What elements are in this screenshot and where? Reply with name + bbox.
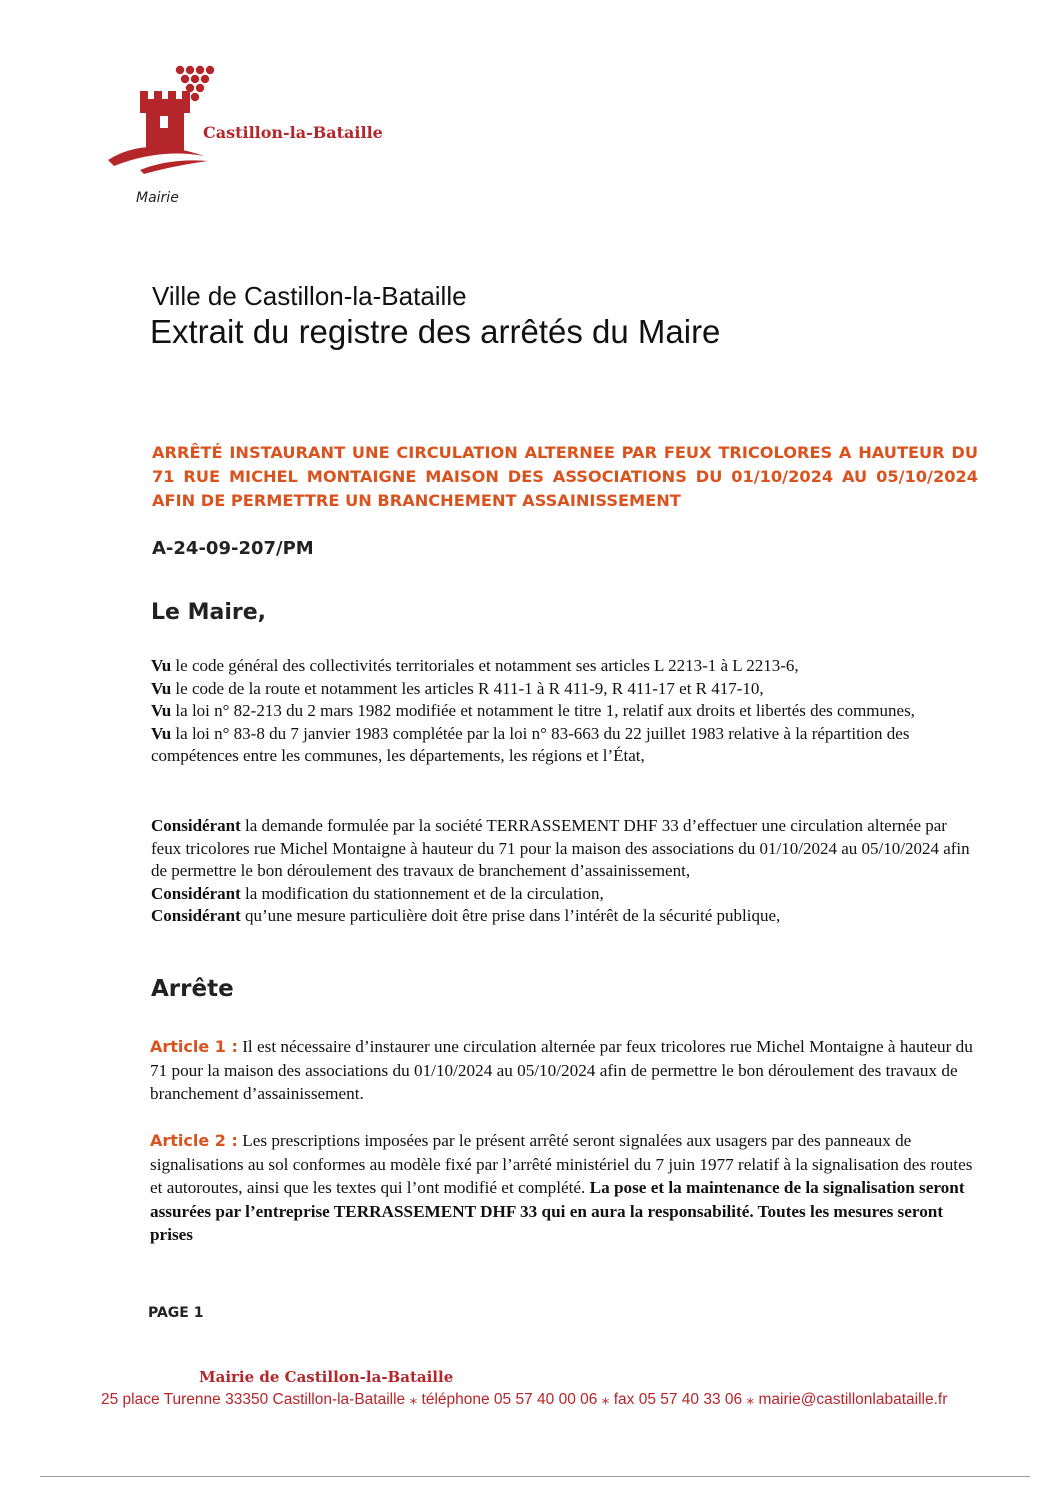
vu-text: le code général des collectivités territoriales et notamment ses articles L 2213-1 à L 2213-6, — [171, 656, 799, 675]
considerant-keyword: Considérant — [151, 816, 241, 835]
vu-text: la loi n° 83-8 du 7 janvier 1983 complétée par la loi n° 83-663 du 22 juillet 1983 relative à la répartition des compétences entre les communes, les départements, les régions et l’État, — [151, 723, 910, 765]
vu-keyword: Vu — [151, 656, 172, 675]
considerant-item — [151, 815, 981, 883]
article-text: Il est nécessaire d’instaurer une circulation alternée par feux tricolores rue Michel Montaigne à hauteur du 71 pour la maison des associations du 01/10/2024 au 05/10/2024 afin de permettre le bon déroulement des travaux de branchement d’assainissement. — [150, 1037, 973, 1103]
page-number: PAGE 1 — [148, 1305, 204, 1321]
article-bold-text: La pose et la maintenance de la signalisation seront assurées par l’entreprise TERRASSEMENT DHF 33 qui en aura la responsabilité. Toutes les mesures seront prises — [150, 1178, 965, 1244]
considerant-item — [151, 883, 981, 906]
considerant-keyword: Considérant — [151, 883, 241, 903]
considerant-text: la demande formulée par la société TERRASSEMENT DHF 33 d’effectuer une circulation alternée par feux tricolores rue Michel Montaigne à hauteur du 71 pour la maison des associations du 01/10/2024 au 05/10/2024 afin de permettre le bon déroulement des travaux de branchement d’assainissement, — [151, 816, 970, 880]
town-heading: Ville de Castillon-la-Bataille — [152, 281, 467, 311]
le-maire-heading: Le Maire, — [151, 600, 267, 625]
vu-item — [151, 723, 981, 768]
arrete-reference: A-24-09-207/PM — [152, 538, 314, 559]
vu-item — [151, 700, 981, 723]
vu-keyword: Vu — [151, 678, 172, 698]
vu-item — [151, 655, 981, 678]
considerant-keyword: Considérant — [151, 906, 241, 925]
considerant-text: la modification du stationnement et de la circulation, — [240, 883, 604, 903]
article-2 — [150, 1129, 982, 1247]
article-label: Article 1 : — [150, 1037, 238, 1056]
considerant-text: qu’une mesure particulière doit être prise dans l’intérêt de la sécurité publique, — [240, 906, 781, 925]
article-text: Les prescriptions imposées par le présent arrêté seront signalées aux usagers par des panneaux de signalisations au sol conformes au modèle fixé par l’arrêté ministériel du 7 juin 1977 relatif à la signalisation des routes et autoroutes, ainsi que les textes qui l’ont modifié et complété. — [150, 1131, 973, 1197]
logo-town-name: Castillon-la-Bataille — [203, 123, 383, 142]
article-label: Article 2 : — [150, 1131, 238, 1150]
considerant-item — [151, 905, 981, 928]
arrete-heading: Arrête — [151, 976, 234, 1002]
vu-keyword: Vu — [151, 723, 172, 743]
vu-item — [151, 678, 981, 701]
footer-mairie-name: Mairie de Castillon-la-Bataille — [199, 1368, 454, 1386]
bottom-divider — [40, 1476, 1030, 1477]
vu-text: la loi n° 82-213 du 2 mars 1982 modifiée et notamment le titre 1, relatif aux droits et libertés des communes, — [171, 701, 915, 720]
footer-address: 25 place Turenne 33350 Castillon-la-Bataille ⁎ téléphone 05 57 40 00 06 ⁎ fax 05 57 40 33 06 ⁎ mairie@castillonlabataille.fr — [101, 1391, 948, 1408]
vu-text: le code de la route et notamment les articles R 411-1 à R 411-9, R 411-17 et R 417-10, — [171, 678, 764, 698]
considerant-list — [151, 815, 981, 928]
vu-keyword: Vu — [151, 701, 172, 720]
article-1 — [150, 1035, 982, 1106]
document-heading: Extrait du registre des arrêtés du Maire — [150, 313, 721, 350]
vu-list — [151, 655, 981, 768]
logo-subtitle: Mairie — [136, 190, 179, 206]
arrete-title: ARRÊTÉ INSTAURANT UNE CIRCULATION ALTERNEE PAR FEUX TRICOLORES A HAUTEUR DU 71 RUE MICHEL MONTAIGNE MAISON DES ASSOCIATIONS DU 01/10/2024 AU 05/10/2024 AFIN DE PERMETTRE UN BRANCHEMENT ASSAINISSEMENT — [152, 443, 978, 510]
